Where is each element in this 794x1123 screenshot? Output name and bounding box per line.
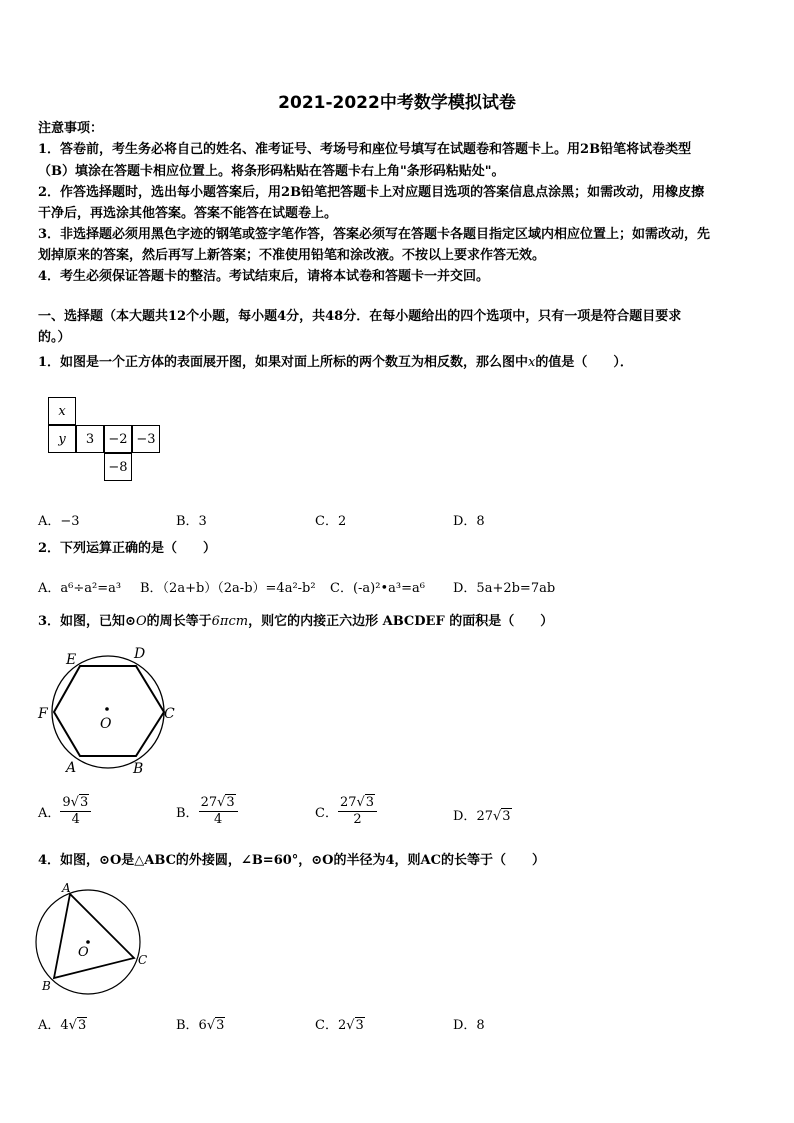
option-a-numerator: 9 bbox=[62, 795, 71, 810]
question-1-option-a: A．−3 bbox=[38, 514, 80, 529]
section-heading-line-1: 一、选择题（本大题共12个小题，每小题4分，共48分．在每小题给出的四个选项中，只有一项是符合题目要求 bbox=[38, 309, 682, 324]
center-point bbox=[86, 940, 90, 944]
notice-line-6: 划掉原来的答案，然后再写上新答案；不准使用铅笔和涂改液。不按以上要求作答无效。 bbox=[38, 248, 546, 263]
question-3-option-c bbox=[315, 795, 377, 828]
label-C: C bbox=[138, 953, 148, 967]
label-F: F bbox=[38, 706, 48, 722]
question-1-stem bbox=[38, 352, 633, 374]
label-A: A bbox=[66, 760, 77, 776]
question-2-option-a: A．a⁶÷a²=a³ bbox=[38, 581, 122, 596]
option-c-label: C． bbox=[315, 806, 338, 821]
label-O: O bbox=[100, 716, 112, 732]
option-a-fraction: $\frac{9√3}{4}$ bbox=[60, 795, 91, 828]
cube-cell-y: y bbox=[48, 425, 76, 453]
question-4-option-b: B．6√3 bbox=[176, 1018, 225, 1033]
triangle-in-circle-figure bbox=[30, 880, 160, 998]
option-b-radicand: 3 bbox=[226, 795, 235, 810]
notice-line-7: 4．考生必须保证答题卡的整洁。考试结束后，请将本试卷和答题卡一并交回。 bbox=[38, 269, 490, 284]
question-3-option-a bbox=[38, 795, 91, 828]
question-4-stem: 4．如图，⊙O是△ABC的外接圆，∠B=60°，⊙O的半径为4，则AC的长等于（ ） bbox=[38, 853, 545, 868]
label-O: O bbox=[78, 945, 89, 960]
question-4-option-d: D．8 bbox=[453, 1018, 485, 1033]
question-1-option-c: C．2 bbox=[315, 514, 347, 529]
label-A: A bbox=[62, 881, 71, 895]
option-d-label: D． bbox=[453, 809, 477, 824]
option-d-coefficient: 27 bbox=[476, 809, 493, 824]
question-2-stem: 2．下列运算正确的是（ ） bbox=[38, 541, 217, 556]
question-1-variable: x bbox=[528, 355, 536, 370]
question-2-option-d: D．5a+2b=7ab bbox=[453, 581, 556, 596]
notice-heading: 注意事项： bbox=[38, 121, 104, 136]
cube-cell-3: 3 bbox=[76, 425, 104, 453]
question-1-stem-a: 1．如图是一个正方体的表面展开图，如果对面上所标的两个数互为相反数，那么图中 bbox=[38, 355, 529, 370]
label-B: B bbox=[42, 979, 51, 993]
cube-cell-neg8: −8 bbox=[104, 453, 132, 481]
hexagon-outline bbox=[54, 666, 164, 756]
notice-line-1: 1．答卷前，考生务必将自己的姓名、准考证号、考场号和座位号填写在试题卷和答题卡上。用2B铅笔将试卷类型 bbox=[38, 142, 692, 157]
question-1-option-b: B．3 bbox=[176, 514, 207, 529]
option-c-radicand: 3 bbox=[355, 1018, 364, 1033]
label-C: C bbox=[164, 706, 175, 722]
triangle-outline bbox=[54, 894, 134, 978]
option-d-radicand: 3 bbox=[502, 809, 511, 824]
question-4-option-c: C．2√3 bbox=[315, 1018, 364, 1033]
option-c-fraction: $\frac{27√3}{2}$ bbox=[338, 795, 377, 828]
option-b-radicand: 3 bbox=[216, 1018, 225, 1033]
question-3-stem-c: ，则它的内接正六边形 ABCDEF 的面积是（ ） bbox=[248, 614, 554, 629]
notice-line-4: 干净后，再选涂其他答案。答案不能答在试题卷上。 bbox=[38, 206, 338, 221]
question-1-stem-b: 的值是（ ）． bbox=[535, 355, 633, 370]
cube-cell-neg2: −2 bbox=[104, 425, 132, 453]
cube-cell-neg3: −3 bbox=[132, 425, 160, 453]
center-point bbox=[105, 707, 109, 711]
notice-line-2: （B）填涂在答题卡相应位置上。将条形码粘贴在答题卡右上角"条形码粘贴处"。 bbox=[38, 164, 505, 179]
question-3-option-b bbox=[176, 795, 238, 828]
question-3-stem bbox=[38, 611, 553, 633]
option-c-label: C．2 bbox=[315, 1018, 347, 1033]
question-3-stem-a: 3．如图，已知⊙ bbox=[38, 614, 136, 629]
option-b-label: B． bbox=[176, 806, 199, 821]
circle-outline bbox=[52, 656, 164, 768]
question-3-stem-b: 的周长等于 bbox=[146, 614, 212, 629]
question-2-option-b: B．（2a+b）（2a-b）=4a²-b² bbox=[140, 581, 316, 596]
option-b-fraction: $\frac{27√3}{4}$ bbox=[199, 795, 238, 828]
question-4-option-a: A．4√3 bbox=[38, 1018, 87, 1033]
question-2-option-c: C．(-a)²•a³=a⁶ bbox=[330, 581, 425, 596]
cube-net-figure bbox=[48, 397, 168, 487]
question-3-circle-name: O bbox=[135, 614, 147, 629]
notice-line-3: 2．作答选择题时，选出每小题答案后，用2B铅笔把答题卡上对应题目选项的答案信息点涂黑；如需改动，用橡皮擦 bbox=[38, 185, 705, 200]
hexagon-in-circle-figure bbox=[30, 640, 190, 780]
option-c-radicand: 3 bbox=[365, 795, 375, 810]
cube-cell-x: x bbox=[48, 397, 76, 425]
question-3-option-d: D．27√3 bbox=[453, 809, 511, 824]
option-a-radicand: 3 bbox=[79, 795, 89, 810]
option-a-denominator: 4 bbox=[71, 812, 80, 827]
option-b-denominator: 4 bbox=[213, 812, 223, 827]
option-c-denominator: 2 bbox=[353, 812, 362, 827]
option-a-label: A． bbox=[38, 806, 61, 821]
option-b-numerator: 27 bbox=[200, 795, 218, 810]
option-a-label: A．4 bbox=[38, 1018, 69, 1033]
option-c-numerator: 27 bbox=[339, 795, 357, 810]
label-E: E bbox=[66, 652, 77, 668]
option-a-radicand: 3 bbox=[77, 1018, 87, 1033]
option-b-label: B．6 bbox=[176, 1018, 207, 1033]
label-D: D bbox=[134, 646, 146, 662]
page-title: 2021-2022中考数学模拟试卷 bbox=[278, 93, 516, 113]
section-heading-line-2: 的。） bbox=[38, 330, 71, 345]
question-1-option-d: D．8 bbox=[453, 514, 485, 529]
question-3-length: 6πcm bbox=[211, 614, 249, 629]
notice-line-5: 3．非选择题必须用黑色字迹的钢笔或签字笔作答，答案必须写在答题卡各题目指定区域内相应位置上；如需改动，先 bbox=[38, 227, 711, 242]
label-B: B bbox=[133, 761, 144, 777]
